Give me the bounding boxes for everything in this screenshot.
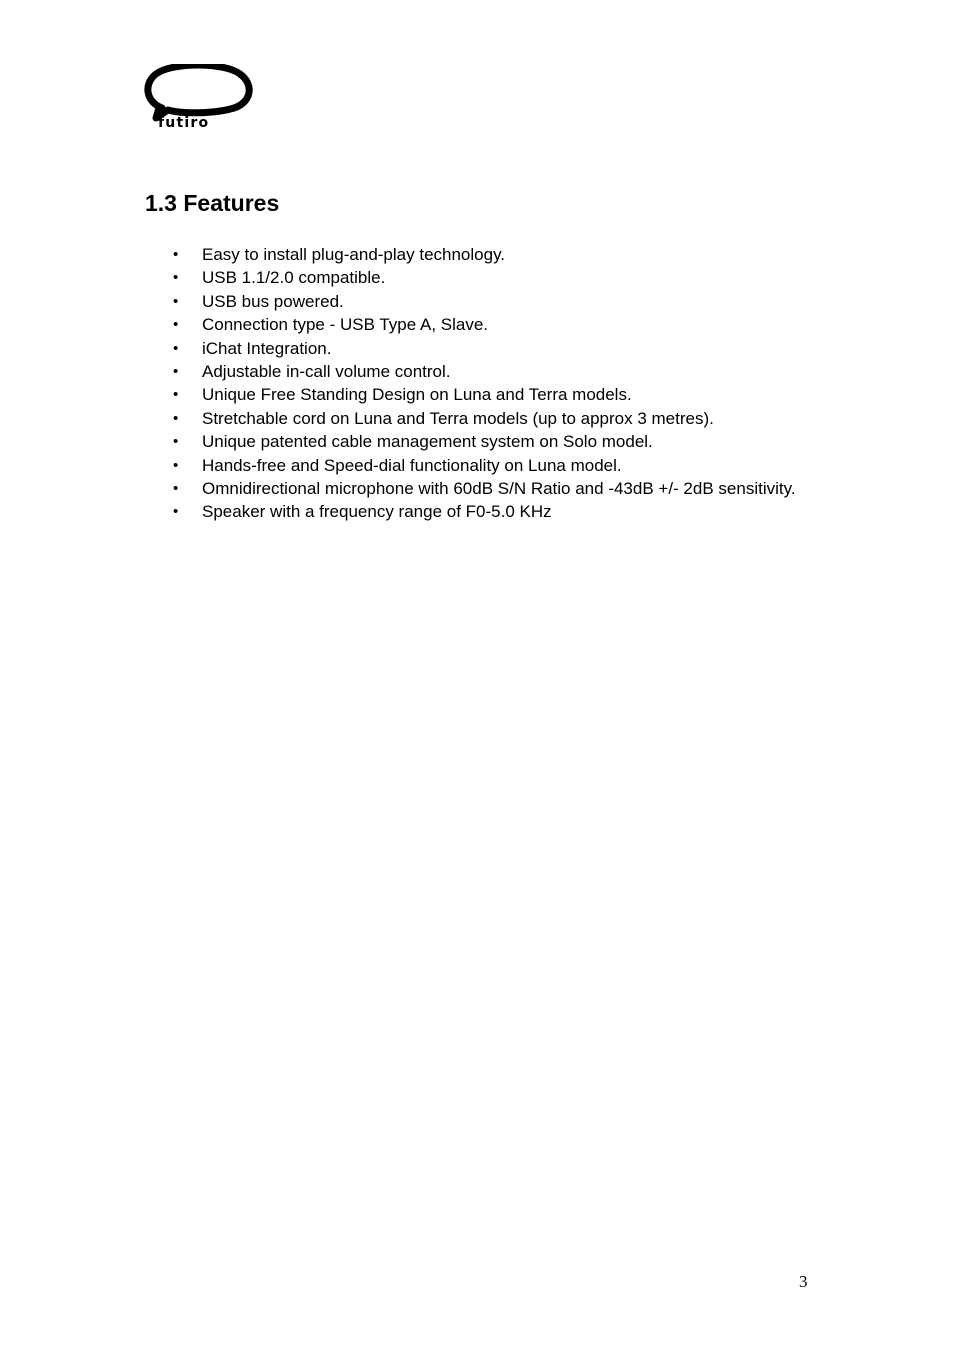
- bullet-icon: •: [173, 246, 179, 263]
- feature-text: Unique patented cable management system on Solo model.: [202, 432, 653, 452]
- bullet-icon: •: [173, 409, 179, 427]
- speech-bubble-logo-icon: [142, 64, 254, 130]
- feature-text: iChat Integration.: [202, 338, 332, 358]
- feature-text: Easy to install plug-and-play technology.: [202, 245, 506, 264]
- feature-item: [145, 430, 810, 453]
- feature-text: Omnidirectional microphone with 60dB S/N Ratio and -43dB +/- 2dB sensitivity.: [202, 479, 796, 499]
- feature-item: [145, 266, 810, 289]
- feature-text: Hands-free and Speed-dial functionality on Luna model.: [202, 455, 622, 475]
- feature-text: USB bus powered.: [202, 291, 344, 311]
- section-title: 1.3 Features: [145, 190, 280, 216]
- feature-item: [145, 477, 810, 500]
- features-list: [145, 243, 810, 524]
- svg-text:futiro: futiro: [158, 115, 210, 130]
- feature-item: [145, 407, 810, 430]
- bullet-icon: •: [173, 363, 179, 381]
- feature-text: Stretchable cord on Luna and Terra models (up to approx 3 metres).: [202, 408, 714, 428]
- feature-item: [145, 313, 810, 336]
- feature-text: Unique Free Standing Design on Luna and Terra models.: [202, 385, 632, 405]
- feature-item: [145, 454, 810, 477]
- bullet-icon: •: [173, 433, 179, 451]
- bullet-icon: •: [173, 316, 179, 334]
- feature-item: [145, 360, 810, 383]
- bullet-icon: •: [173, 503, 179, 521]
- feature-text: USB 1.1/2.0 compatible.: [202, 268, 386, 288]
- bullet-icon: •: [173, 386, 179, 404]
- feature-text: Connection type - USB Type A, Slave.: [202, 315, 489, 335]
- feature-item: [145, 383, 810, 406]
- feature-item: [145, 500, 810, 523]
- futiro-logo: [142, 64, 254, 130]
- feature-item: [145, 290, 810, 313]
- bullet-icon: •: [173, 269, 179, 287]
- page-number: 3: [799, 1272, 808, 1291]
- feature-text: Adjustable in-call volume control.: [202, 362, 451, 382]
- bullet-icon: •: [173, 456, 179, 474]
- bullet-icon: •: [173, 480, 179, 498]
- bullet-icon: •: [173, 339, 179, 357]
- feature-text: Speaker with a frequency range of F0-5.0 KHz: [202, 502, 552, 522]
- bullet-icon: •: [173, 292, 179, 310]
- feature-item: [145, 243, 810, 266]
- feature-item: [145, 337, 810, 360]
